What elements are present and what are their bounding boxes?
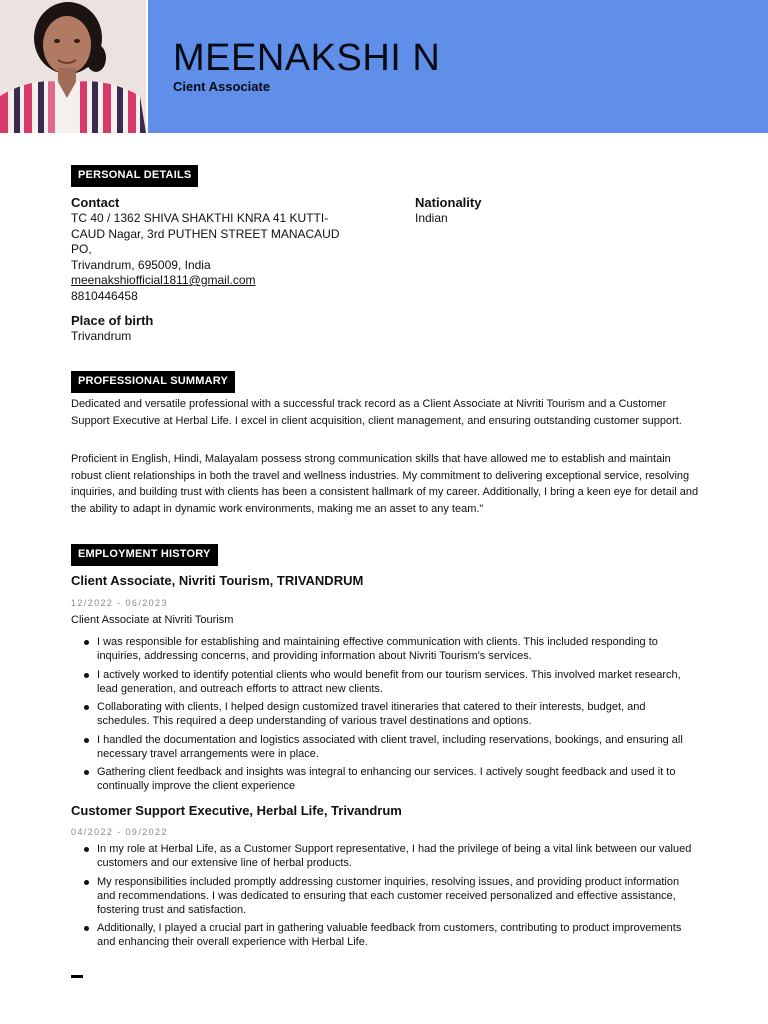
- section-employment-history: EMPLOYMENT HISTORY: [71, 544, 218, 566]
- address-line-2: CAUD Nagar, 3rd PUTHEN STREET MANACAUD: [71, 226, 340, 241]
- bullet-text: Collaborating with clients, I helped design customized travel itineraries that catered to their interests, budget, and schedules. This required a deep understanding of various travel destinations and options.: [97, 701, 646, 727]
- job-bullets: [80, 842, 700, 954]
- contact-label: Contact: [71, 195, 120, 210]
- bullet-text: My responsibilities included promptly addressing customer inquiries, resolving issues, and providing product information and recommendations. I was dedicated to ensuring that each customer received personalized and effective assistance, fostering trust and satisfaction.: [97, 875, 680, 916]
- list-item: [80, 875, 700, 917]
- summary-paragraph-1: Dedicated and versatile professional with a successful track record as a Client Associate at Nivriti Tourism and a Customer Support Executive at Herbal Life. I excel in client acquisition, client management, and ensuring outstanding customer support.: [71, 398, 682, 427]
- nationality-label: Nationality: [415, 195, 482, 210]
- candidate-name: MEENAKSHI N: [173, 37, 441, 79]
- page-end-mark: [71, 975, 83, 978]
- job-subtitle: Client Associate at Nivriti Tourism: [71, 614, 234, 626]
- phone-number: 8810446458: [71, 288, 138, 303]
- job-bullets: [80, 635, 700, 798]
- bullet-icon: [84, 640, 89, 645]
- bullet-text: I handled the documentation and logistics associated with client travel, including reservations, bookings, and ensuring all necessary travel arrangements were in place.: [97, 733, 683, 760]
- bullet-text: Gathering client feedback and insights was integral to enhancing our services. I actively sought feedback and used it to continually improve the client experience: [97, 766, 676, 792]
- list-item: [80, 842, 700, 870]
- email-link[interactable]: meenakshiofficial1811@gmail.com: [71, 273, 256, 287]
- list-item: [80, 733, 700, 761]
- section-personal-details: PERSONAL DETAILS: [71, 165, 198, 187]
- bullet-text: Additionally, I played a crucial part in gathering valuable feedback from customers, contributing to product improvements and enhancing their overall experience with Herbal Life.: [97, 922, 682, 948]
- profile-photo-illustration: [0, 0, 146, 133]
- list-item: [80, 635, 700, 663]
- summary-paragraph-2: Proficient in English, Hindi, Malayalam possess strong communication skills that have allowed me to establish and maintain robust client relationships in both the travel and wellness industries. My commitment to delivering exceptional service, resolving inquiries, and building trust with clients has been a consistent hallmark of my career. Additionally, I bring a keen eye for detail and the ability to adapt in dynamic work environments, making me an asset to any team.": [71, 453, 699, 515]
- nationality-value: Indian: [415, 211, 448, 225]
- job-title: Customer Support Executive, Herbal Life, Trivandrum: [71, 803, 402, 818]
- address-line-3: PO,: [71, 242, 92, 256]
- bullet-icon: [84, 673, 89, 678]
- list-item: [80, 765, 700, 793]
- list-item: [80, 700, 700, 728]
- resume-header: [0, 0, 768, 133]
- address-line-1: TC 40 / 1362 SHIVA SHAKTHI KNRA 41 KUTTI-: [71, 211, 329, 225]
- profile-photo: [0, 0, 146, 133]
- contact-details: [71, 211, 371, 304]
- bullet-icon: [84, 880, 89, 885]
- bullet-text: In my role at Herbal Life, as a Customer Support representative, I had the privilege of being a vital link between our valued customers and our extensive line of herbal products.: [97, 843, 692, 869]
- bullet-text: I actively worked to identify potential clients who would benefit from our tourism services. This involved market research, lead generation, and outreach efforts to attract new clients.: [97, 668, 681, 695]
- list-item: [80, 921, 700, 949]
- bullet-icon: [84, 705, 89, 710]
- bullet-text: I was responsible for establishing and maintaining effective communication with clients. This included responding to inquiries, addressing concerns, and providing information about Nivriti Tourism's services.: [97, 636, 658, 662]
- list-item: [80, 668, 700, 696]
- section-professional-summary: PROFESSIONAL SUMMARY: [71, 371, 235, 393]
- birth-value: Trivandrum: [71, 329, 132, 343]
- bullet-icon: [84, 770, 89, 775]
- bullet-icon: [84, 738, 89, 743]
- job-dates: 12/2022 - 06/2023: [71, 598, 168, 608]
- birth-label: Place of birth: [71, 313, 154, 328]
- job-title: Client Associate, Nivriti Tourism, TRIVANDRUM: [71, 573, 364, 588]
- bullet-icon: [84, 847, 89, 852]
- job-dates: 04/2022 - 09/2022: [71, 827, 168, 837]
- address-line-4: Trivandrum, 695009, India: [71, 257, 211, 272]
- candidate-title: Cient Associate: [173, 79, 271, 94]
- bullet-icon: [84, 926, 89, 931]
